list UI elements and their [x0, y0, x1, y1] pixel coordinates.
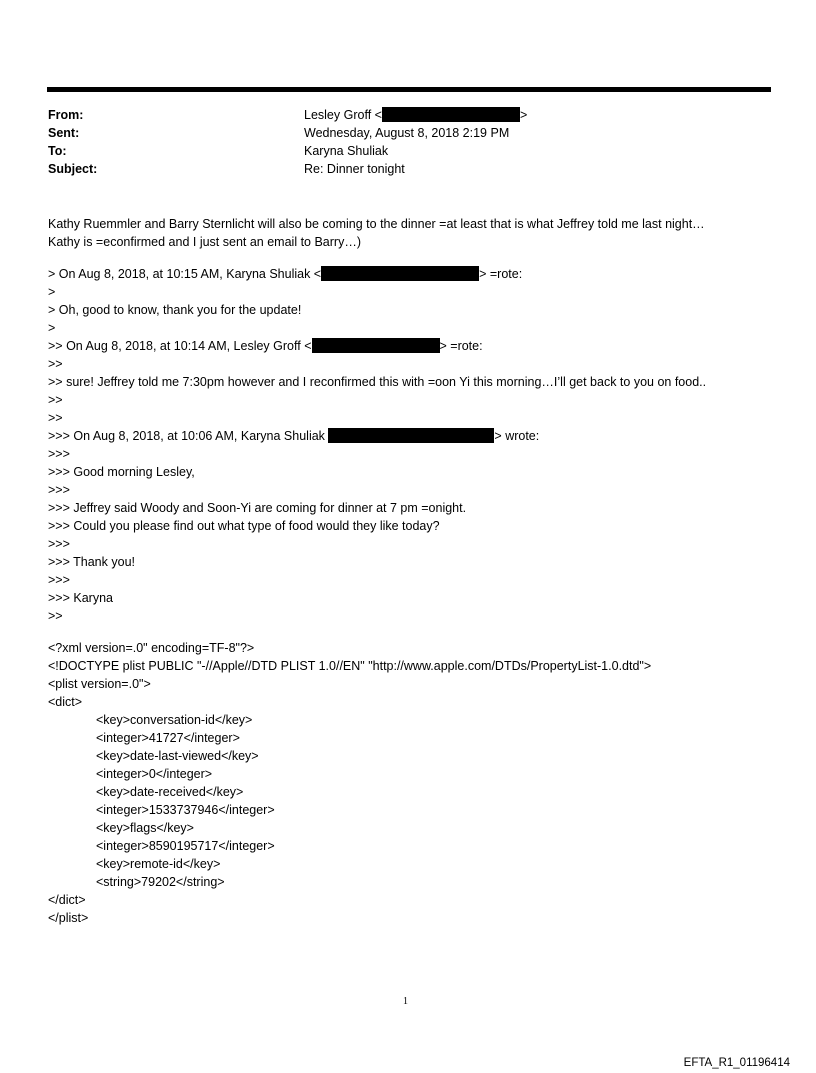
quote-line: >>> Jeffrey said Woody and Soon-Yi are coming for dinner at 7 pm =onight. [48, 501, 467, 515]
xml-line: <string>79202</string> [96, 875, 225, 889]
xml-line: <integer>8590195717</integer> [96, 839, 275, 853]
quote-line: >>> On Aug 8, 2018, at 10:06 AM, Karyna Shuliak > wrote: [48, 429, 540, 443]
xml-line: <key>flags</key> [96, 821, 194, 835]
sent-value: Wednesday, August 8, 2018 2:19 PM [304, 126, 510, 140]
quote-line: >>> [48, 537, 70, 551]
xml-line: <integer>1533737946</integer> [96, 803, 275, 817]
quote-line: >> [48, 609, 63, 623]
redaction-box [321, 266, 479, 281]
xml-line: <?xml version=.0" encoding=TF-8"?> [48, 641, 255, 655]
xml-line: <!DOCTYPE plist PUBLIC "-//Apple//DTD PLIST 1.0//EN" "http://www.apple.com/DTDs/PropertyList-1.0.dtd"> [48, 659, 652, 673]
to-value: Karyna Shuliak [304, 144, 389, 158]
quote-line: >>> [48, 483, 70, 497]
xml-line: <key>conversation-id</key> [96, 713, 253, 727]
quote-line: >>> Good morning Lesley, [48, 465, 195, 479]
subject-row [48, 160, 405, 178]
quote-line: >> [48, 393, 63, 407]
quote-line: >>> Could you please find out what type of food would they like today? [48, 519, 440, 533]
bates-number: EFTA_R1_01196414 [683, 1057, 790, 1069]
sent-label: Sent: [48, 126, 80, 140]
xml-line: <key>date-received</key> [96, 785, 244, 799]
quote-line: > On Aug 8, 2018, at 10:15 AM, Karyna Shuliak < > =rote: [48, 267, 523, 281]
xml-line: <integer>41727</integer> [96, 731, 240, 745]
subject-value: Re: Dinner tonight [304, 162, 405, 176]
xml-line: <plist version=.0"> [48, 677, 151, 691]
page-number: 1 [403, 996, 408, 1007]
xml-line: </dict> [48, 893, 86, 907]
quote-line: >>> [48, 573, 70, 587]
xml-line: <key>remote-id</key> [96, 857, 221, 871]
email-body [48, 215, 778, 927]
from-value: Lesley Groff < > [304, 108, 528, 122]
from-label: From: [48, 108, 84, 122]
quote-line: >> sure! Jeffrey told me 7:30pm however and I reconfirmed this with =oon Yi this morning…I’ll get back to you on food.. [48, 375, 707, 389]
xml-line: </plist> [48, 911, 89, 925]
quote-line: >> On Aug 8, 2018, at 10:14 AM, Lesley Groff < > =rote: [48, 339, 483, 353]
from-row [48, 106, 528, 124]
quote-line: >> [48, 357, 63, 371]
redaction-box [382, 107, 520, 122]
to-row [48, 142, 389, 160]
quote-line: > [48, 321, 56, 335]
quote-line: >>> Thank you! [48, 555, 135, 569]
redaction-box [328, 428, 494, 443]
quote-line: >>> [48, 447, 70, 461]
header-rule [47, 87, 771, 92]
to-label: To: [48, 144, 67, 158]
xml-line: <integer>0</integer> [96, 767, 213, 781]
subject-label: Subject: [48, 162, 98, 176]
quote-line: > [48, 285, 56, 299]
quote-line: > Oh, good to know, thank you for the update! [48, 303, 302, 317]
xml-line: <dict> [48, 695, 83, 709]
body-paragraph: Kathy Ruemmler and Barry Sternlicht will also be coming to the dinner =at least that is what Jeffrey told me last night…Kathy is =econfirmed and I just sent an email to Barry…) [48, 217, 705, 249]
quote-line: >>> Karyna [48, 591, 113, 605]
redaction-box [312, 338, 440, 353]
xml-line: <key>date-last-viewed</key> [96, 749, 259, 763]
sent-row [48, 124, 510, 142]
quote-line: >> [48, 411, 63, 425]
